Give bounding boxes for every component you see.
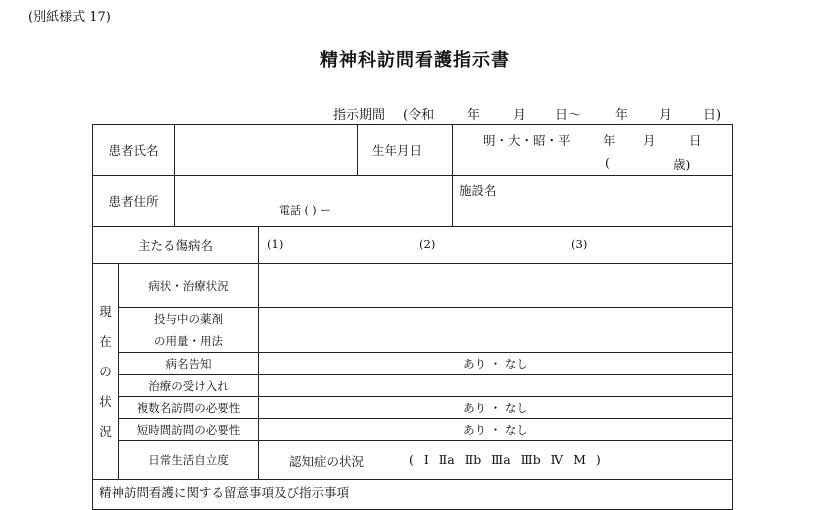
- medication-field[interactable]: [259, 308, 733, 353]
- condition-field[interactable]: [259, 264, 733, 308]
- main-diagnosis-field[interactable]: [259, 227, 733, 264]
- era-options: 明・大・昭・平: [483, 133, 571, 148]
- dementia-label: 認知症の状況: [289, 454, 365, 469]
- birth-year-unit: 年: [603, 133, 616, 148]
- disclosure-options[interactable]: あり ・ なし: [259, 353, 733, 375]
- patient-address-field[interactable]: [175, 176, 453, 227]
- facility-name-label: 施設名: [459, 183, 497, 198]
- period-label: 指示期間: [333, 108, 386, 123]
- instruction-period: [333, 104, 721, 123]
- short-visit-label: 短時間訪問の必要性: [119, 419, 259, 441]
- birth-day-unit: 日: [689, 133, 702, 148]
- medication-label: 投与中の薬剤 の用量・用法: [119, 308, 259, 353]
- document-title: 精神科訪問看護指示書: [320, 50, 510, 71]
- treatment-acceptance-field[interactable]: [259, 375, 733, 397]
- treatment-acceptance-label: 治療の受け入れ: [119, 375, 259, 397]
- age-unit: 歳): [673, 157, 691, 172]
- form-id-label: (別紙様式 17): [28, 10, 111, 25]
- birth-date-field[interactable]: [453, 125, 733, 176]
- diagnosis-item-2: (2): [419, 237, 436, 251]
- current-status-side-label: 現 在 の 状 況: [93, 264, 119, 480]
- notes-section[interactable]: [93, 480, 733, 510]
- period-era: (令和: [403, 108, 435, 123]
- birth-month-unit: 月: [643, 133, 656, 148]
- period-end-day: 日): [703, 108, 722, 123]
- multi-visit-label: 複数名訪問の必要性: [119, 397, 259, 419]
- age-open: (: [605, 155, 610, 170]
- multi-visit-options[interactable]: あり ・ なし: [259, 397, 733, 419]
- main-diagnosis-label: 主たる傷病名: [93, 227, 259, 264]
- dementia-field[interactable]: [259, 441, 733, 480]
- birth-date-label: 生年月日: [358, 125, 453, 176]
- instruction-form-table: [92, 124, 733, 510]
- notes-label: 精神訪問看護に関する留意事項及び指示事項: [99, 485, 350, 500]
- period-end-year: 年: [615, 108, 629, 123]
- short-visit-options[interactable]: あり ・ なし: [259, 419, 733, 441]
- dementia-scale[interactable]: ( Ⅰ Ⅱa Ⅱb Ⅲa Ⅲb Ⅳ M ): [409, 452, 601, 467]
- patient-address-label: 患者住所: [93, 176, 175, 227]
- period-start-day: 日～: [555, 108, 582, 123]
- diagnosis-item-3: (3): [571, 237, 588, 251]
- facility-name-field[interactable]: [453, 176, 733, 227]
- period-end-month: 月: [659, 108, 673, 123]
- period-start-year: 年: [467, 108, 481, 123]
- adl-label: 日常生活自立度: [119, 441, 259, 480]
- diagnosis-item-1: (1): [267, 237, 284, 251]
- disclosure-label: 病名告知: [119, 353, 259, 375]
- period-start-month: 月: [513, 108, 527, 123]
- patient-name-label: 患者氏名: [93, 125, 175, 176]
- condition-label: 病状・治療状況: [119, 264, 259, 308]
- patient-name-field[interactable]: [175, 125, 358, 176]
- phone-label: 電話 ( ) ー: [279, 204, 332, 217]
